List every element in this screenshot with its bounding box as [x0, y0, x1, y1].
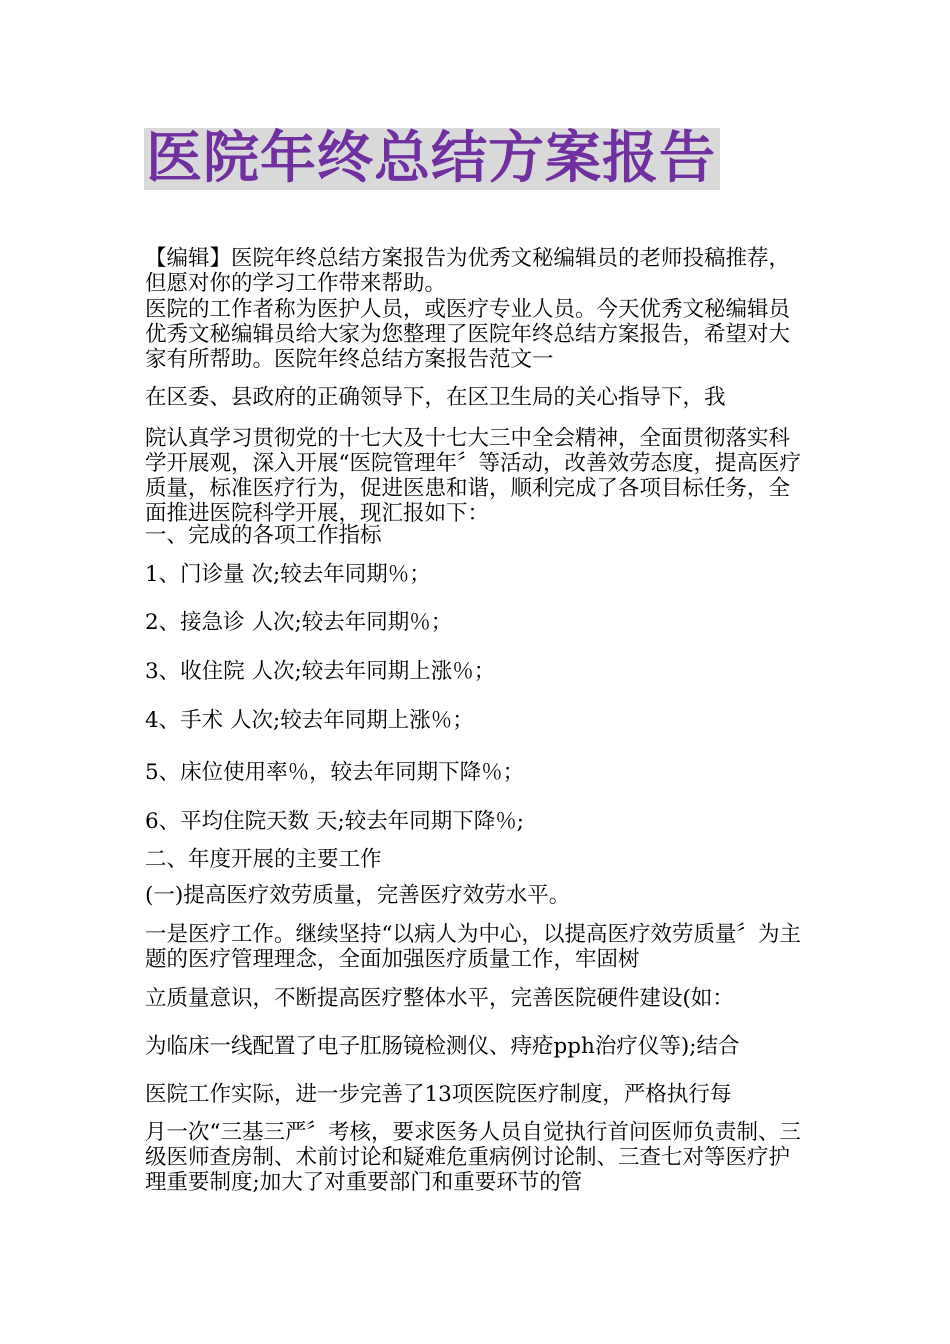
- paragraph-body-line: 为临床一线配置了电子肛肠镜检测仪、痔疮pph治疗仪等);结合: [145, 1034, 740, 1059]
- list-item: 6、平均住院天数 天;较去年同期下降％;: [145, 809, 525, 834]
- document-title: 医院年终总结方案报告: [144, 128, 720, 190]
- subsection-heading: (一)提高医疗效劳质量，完善医疗效劳水平。: [145, 883, 571, 908]
- paragraph-body-line: 在区委、县政府的正确领导下，在区卫生局的关心指导下，我: [145, 385, 726, 410]
- list-item: 2、接急诊 人次;较去年同期％；: [145, 610, 453, 635]
- paragraph-editor-note: 【编辑】医院年终总结方案报告为优秀文秘编辑员的老师投稿推荐，但愿对你的学习工作带来帮助。: [145, 246, 791, 296]
- paragraph-body: 月一次“三基三严〞考核，要求医务人员自觉执行首问医师负责制、三级医师查房制、术前讨论和疑难危重病例讨论制、三查七对等医疗护理重要制度;加大了对重要部门和重要环节的管: [145, 1120, 801, 1195]
- paragraph-medical-work: 一是医疗工作。继续坚持“以病人为中心，以提高医疗效劳质量〞为主题的医疗管理理念，全面加强医疗质量工作，牢固树: [145, 922, 801, 972]
- paragraph-body-line: 医院工作实际，进一步完善了13项医院医疗制度，严格执行每: [145, 1082, 732, 1107]
- paragraph-body-line: 立质量意识，不断提高医疗整体水平，完善医院硬件建设(如：: [145, 986, 734, 1011]
- section-heading-1: 一、完成的各项工作指标: [145, 523, 382, 548]
- paragraph-intro: 医院的工作者称为医护人员，或医疗专业人员。今天优秀文秘编辑员优秀文秘编辑员给大家为您整理了医院年终总结方案报告，希望对大家有所帮助。医院年终总结方案报告范文一: [145, 297, 791, 372]
- paragraph-body: 院认真学习贯彻党的十七大及十七大三中全会精神，全面贯彻落实科学开展观，深入开展“医院管理年〞等活动，改善效劳态度，提高医疗质量，标准医疗行为，促进医患和谐，顺利完成了各项目标任务，全面推进医院科学开展，现汇报如下：: [145, 426, 801, 526]
- list-item: 1、门诊量 次;较去年同期％；: [145, 562, 431, 587]
- list-item: 5、床位使用率％，较去年同期下降％；: [145, 760, 525, 785]
- list-item: 4、手术 人次;较去年同期上涨％；: [145, 708, 474, 733]
- list-item: 3、收住院 人次;较去年同期上涨％；: [145, 659, 496, 684]
- section-heading-2: 二、年度开展的主要工作: [145, 847, 382, 872]
